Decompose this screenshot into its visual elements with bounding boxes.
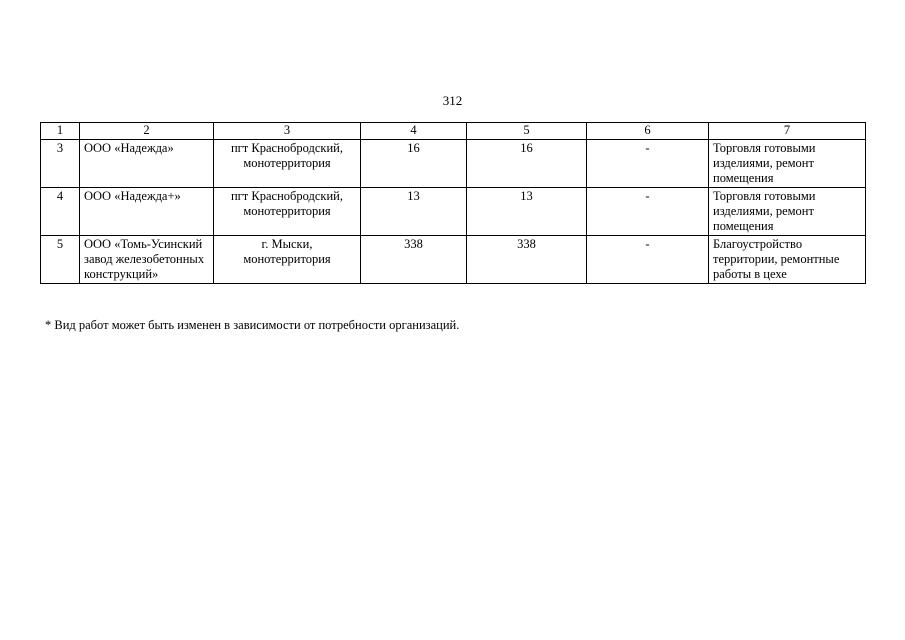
organization-cell: ООО «Томь-Усинский завод железобетонных конструкций» bbox=[80, 236, 214, 284]
data-table bbox=[40, 122, 866, 284]
location-cell: г. Мыски, монотерритория bbox=[214, 236, 361, 284]
value-cell-4: 338 bbox=[361, 236, 467, 284]
table-row bbox=[41, 236, 866, 284]
row-number-cell: 4 bbox=[41, 188, 80, 236]
table-row bbox=[41, 188, 866, 236]
value-cell-4: 13 bbox=[361, 188, 467, 236]
column-header: 3 bbox=[214, 123, 361, 140]
page-number: 312 bbox=[442, 93, 463, 108]
work-type-cell: Торговля готовыми изделиями, ремонт помещения bbox=[709, 188, 866, 236]
value-cell-6: - bbox=[587, 140, 709, 188]
table-header-row bbox=[41, 123, 866, 140]
column-header: 7 bbox=[709, 123, 866, 140]
column-header: 2 bbox=[80, 123, 214, 140]
row-number-cell: 5 bbox=[41, 236, 80, 284]
location-cell: пгт Краснобродский, монотерритория bbox=[214, 140, 361, 188]
column-header: 4 bbox=[361, 123, 467, 140]
column-header: 5 bbox=[467, 123, 587, 140]
location-cell: пгт Краснобродский, монотерритория bbox=[214, 188, 361, 236]
value-cell-5: 16 bbox=[467, 140, 587, 188]
value-cell-4: 16 bbox=[361, 140, 467, 188]
value-cell-6: - bbox=[587, 188, 709, 236]
work-type-cell: Торговля готовыми изделиями, ремонт помещения bbox=[709, 140, 866, 188]
organization-cell: ООО «Надежда+» bbox=[80, 188, 214, 236]
value-cell-5: 338 bbox=[467, 236, 587, 284]
footnote: * Вид работ может быть изменен в зависимости от потребности организаций. bbox=[45, 318, 460, 332]
organization-cell: ООО «Надежда» bbox=[80, 140, 214, 188]
table-row bbox=[41, 140, 866, 188]
column-header: 1 bbox=[41, 123, 80, 140]
column-header: 6 bbox=[587, 123, 709, 140]
work-type-cell: Благоустройство территории, ремонтные работы в цехе bbox=[709, 236, 866, 284]
value-cell-6: - bbox=[587, 236, 709, 284]
row-number-cell: 3 bbox=[41, 140, 80, 188]
value-cell-5: 13 bbox=[467, 188, 587, 236]
